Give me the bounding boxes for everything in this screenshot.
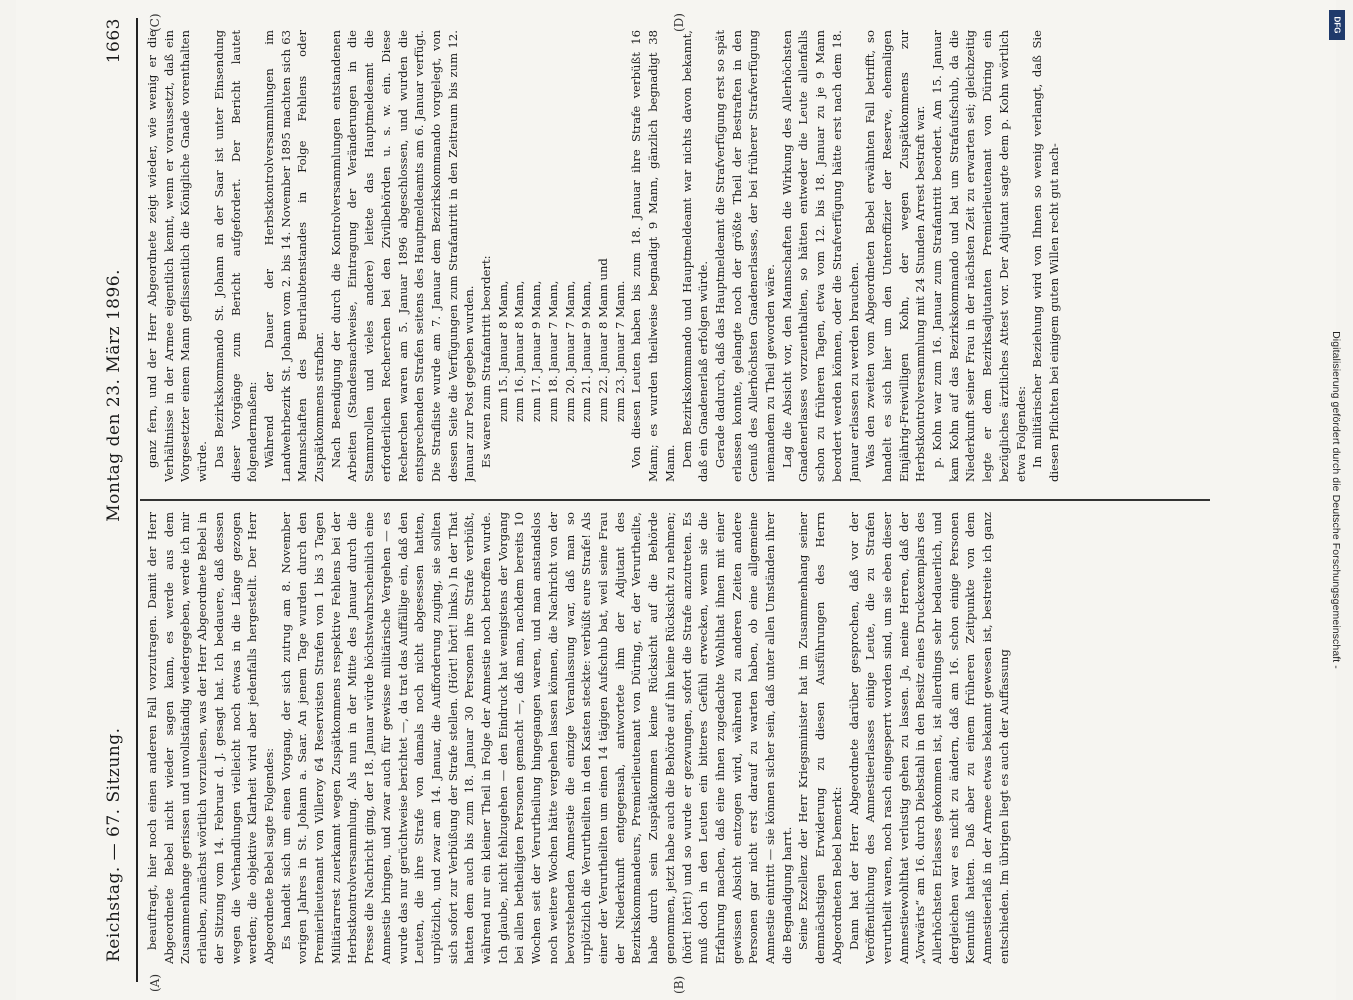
list-item: zum 23. Januar 7 Mann. bbox=[612, 280, 627, 422]
paragraph: Es waren zum Strafantritt beordert: bbox=[479, 255, 494, 468]
margin-marker-d: (D) bbox=[672, 13, 686, 32]
dfg-logo-icon bbox=[1329, 10, 1345, 40]
paragraph: Das Bezirkskommando St. Johann an der Saar ist unter Einsendung dieser Vorgänge zum Bericht aufgefordert. Der Bericht lautet folgendermaßen: bbox=[211, 30, 260, 482]
page-number: 1663 bbox=[104, 18, 124, 64]
digitization-credit: Digitalisierung gefördert durch die Deutsche Forschungsgemeinschaft - bbox=[1330, 331, 1342, 669]
paragraph: Es handelt sich um einen Vorgang, der sich zutrug am 8. November vorigen Jahres in St. Johann a. Saar. An jenem Tage wurden durch den Premierlieutenant von Villeroy 64 Reservisten Strafen von 1 bis 3 Tagen Militärarrest zuerkannt wegen Zuspätkommens respektive Fehlens bei der Herbstkontrolversammlung. Als nun in der Mitte des Januar durch die Presse die Nachricht ging, der 18. Januar würde höchstwahrscheinlich eine Amnestie bringen, und zwar auch für gewisse militärische Vergehen — es wurde das nur gerüchtweise berichtet —, da trat das Auffällige ein, daß den Leuten, die ihre Strafe von damals noch nicht abgesessen hatten, urplötzlich, und zwar am 14. Januar, die Aufforderung zuging, sie sollten sich sofort zur Verbüßung der Strafe stellen. (Hört! hört! links.) In der That hatten dem auch bis zum 18. Januar 30 Personen ihre Strafe verbüßt, während nur ein kleiner Theil in Folge der Amnestie noch betroffen wurde. Ich glaube, nicht fehlzugehen — den Eindruck hat wenigstens der Vorgang bei allen betheiligten Personen gemacht —, daß man, nachdem bereits 10 Wochen seit der Verurtheilung hingegangen waren, und man anstandslos noch weitere Wochen hätte vergehen lassen können, die Nachricht von der bevorstehenden Amnestie die einzige Veranlassung war, daß man so urplötzlich die Verurtheilten in den Kasten steckte: verbüßt eure Strafe! Als einer der Verurtheilten um einen 14 tägigen Aufschub bat, weil seine Frau der Niederkunft entgegensah, antwortete ihm der Adjutant des Bezirkskommandeurs, Premierlieutenant von Düring, er, der Verurtheilte, habe durch sein Zuspätkommen keine Rücksicht auf die Behörde genommen, jetzt habe auch die Behörde auf ihn keine Rücksicht zu nehmen; (hört! hört!) und so wurde er gezwungen, sofort die Strafe anzutreten. Es muß doch in den Leuten ein bitteres Gefühl erwecken, wenn sie die Erfahrung machen, daß eine ihnen zugedachte Wohlthat ihnen mit einer gewissen Absicht entzogen wird, während zu anderen Zeiten andere Personen gar nicht erst darauf zu warten haben, ob eine allgemeine Amnestie eintritt — sie können sicher sein, daß unter allen Umständen ihrer die Begnadigung harrt. bbox=[278, 512, 794, 964]
list-item: zum 20. Januar 7 Mann, bbox=[562, 280, 577, 422]
list-item: zum 17. Januar 9 Mann, bbox=[529, 280, 544, 422]
paragraph: Seine Exzellenz der Herr Kriegsminister hat im Zusammenhang seiner demnächstigen Erwiderung zu diesen Ausführungen des Herrn Abgeordneten Bebel bemerkt: bbox=[796, 512, 844, 964]
margin-marker-c: (C) bbox=[148, 13, 162, 32]
list-item: zum 16. Januar 8 Mann, bbox=[512, 280, 527, 422]
paragraph: Lag die Absicht vor, den Mannschaften die Wirkung des Allerhöchsten Gnadenerlasses vorzuenthalten, so hätten entweder die Leute allenfalls schon zu früheren Tagen, etwa vom 12. bis 18. Januar zu je 9 Mann beordert werden können, oder die Strafverfügung hätte erst nach dem 18. Januar erlassen zu werden brauchen. bbox=[779, 30, 861, 482]
paragraph: Während der Dauer der Herbstkontrolversammlungen im Landwehrbezirk St. Johann vom 2. bis 14. November 1895 machten sich 63 Mannschaften des Beurlaubtenstandes in Folge Fehlens oder Zuspätkommens strafbar. bbox=[261, 30, 327, 482]
paragraph: In militärischer Beziehung wird von Ihnen so wenig verlangt, daß Sie diesen Pflichten bei einigem guten Willen recht gut nach- bbox=[1030, 30, 1061, 482]
list-item: zum 18. Januar 7 Mann, bbox=[545, 280, 560, 422]
margin-marker-b: (B) bbox=[672, 975, 686, 994]
paragraph: p. Kohn war zum 16. Januar zum Strafantritt beordert. Am 15. Januar kam Kohn auf das Bezirkskommando und bat um Strafaufschub, da die Niederkunft seiner Frau in der nächsten Zeit zu erwarten sei; gleichzeitig legte er dem Bezirksadjutanten Premierlieutenant von Düring ein bezügliches ärztliches Attest vor. Der Adjutant sagte dem p. Kohn wörtlich etwa Folgendes: bbox=[930, 30, 1028, 482]
header-left: Reichstag. — 67. Sitzung. bbox=[104, 727, 124, 962]
paragraph: Von diesen Leuten haben bis zum 18. Januar ihre Strafe verbüßt 16 Mann; es wurden theilweise begnadigt 9 Mann, gänzlich begnadigt 38 Mann. bbox=[629, 30, 677, 482]
paragraph: ganz fern, und der Herr Abgeordnete zeigt wieder, wie wenig er die Verhältnisse in der Armee eigentlich kennt, wenn er voraussetzt, daß ein Vorgesetzter einem Mann geflissentlich die Königliche Gnade vorenthalten würde. bbox=[145, 30, 210, 482]
digitization-sidebar bbox=[1325, 0, 1347, 1000]
paragraph: Was den zweiten vom Abgeordneten Bebel erwähnten Fall betrifft, so handelt es sich hier um den Unteroffizier der Reserve, ehemaligen Einjährig-Freiwilligen Kohn, der wegen Zuspätkommens zur Herbstkontrolversammlung mit 24 Stunden Arrest bestraft war. bbox=[863, 30, 928, 482]
right-text-column bbox=[144, 30, 1204, 482]
list-item: zum 22. Januar 8 Mann und bbox=[595, 258, 610, 422]
left-text-column bbox=[144, 512, 1204, 964]
header-rule bbox=[136, 18, 138, 982]
column-divider bbox=[140, 499, 1210, 501]
document-page bbox=[16, 0, 1336, 1000]
paragraph: beauftragt, hier noch einen anderen Fall vorzutragen. Damit der Herr Abgeordnete Bebel nicht wieder sagen kann, es werde aus dem Zusammenhange gerissen und unvollständig wiedergegeben, werde ich mir erlauben, zunächst wörtlich vorzulesen, was der Herr Abgeordnete Bebel in der Sitzung vom 14. Februar d. J. gesagt hat. Ich bedauere, daß dessen wegen die Verhandlungen vielleicht noch etwas in die Länge gezogen werden; die objektive Klarheit wird aber jedenfalls hergestellt. Der Herr Abgeordnete Bebel sagte Folgendes: bbox=[145, 512, 276, 964]
paragraph: Dann hat der Herr Abgeordnete darüber gesprochen, daß vor der Veröffentlichung des Amnestieerlasses einige Leute, die zu Strafen verurtheilt waren, noch rasch eingesperrt worden sind, um sie eben dieser Amnestiewohlthat verlustig gehen zu lassen. Ja, meine Herren, daß der „Vorwärts“ am 16. durch Diebstahl in den Besitz eines Druckexemplars des Allerhöchsten Erlasses gekommen ist, ist allerdings sehr bedauerlich, und dergleichen war es nicht zu ändern, daß am 16. schon einige Personen Kenntniß hatten. Daß aber zu einem früheren Zeitpunkte von dem Amnestieerlaß in der Armee etwas bekannt gewesen ist, bestreite ich ganz entschieden. Im übrigen liegt es auch der Auffassung bbox=[846, 512, 1011, 964]
header-date: Montag den 23. März 1896. bbox=[104, 268, 124, 522]
paragraph: Nach Beendigung der durch die Kontrolversammlungen entstandenen Arbeiten (Standesnachweise, Eintragung der Veränderungen in die Stammrollen und vieles andere) leitete das Hauptmeldeamt die erforderlichen Recherchen bei den Zivilbehörden u. s. w. ein. Diese Recherchen waren am 5. Januar 1896 abgeschlossen, und wurden die entsprechenden Strafen seitens des Hauptmeldeamts am 6. Januar verfügt. Die Strafliste wurde am 7. Januar dem Bezirkskommando vorgelegt, von dessen Seite die Verfügungen zum Strafantritt in den Zeitraum bis zum 12. Januar zur Post gegeben wurden. bbox=[328, 30, 477, 482]
page-header bbox=[104, 18, 130, 962]
paragraph: Gerade dadurch, daß das Hauptmeldeamt die Strafverfügung erst so spät erlassen konnte, gelangte noch der größte Theil der Bestraften in den Genuß des Allerhöchsten Gnadenerlasses, der bei früherer Strafverfügung niemandem zu Theil geworden wäre. bbox=[712, 30, 778, 482]
list-item: zum 21. Januar 9 Mann, bbox=[579, 280, 594, 422]
margin-marker-a: (A) bbox=[148, 973, 162, 992]
list-item: zum 15. Januar 8 Mann, bbox=[495, 280, 510, 422]
paragraph: Dem Bezirkskommando und Hauptmeldeamt war nichts davon bekannt, daß ein Gnadenerlaß erfolgen würde. bbox=[679, 30, 711, 482]
dfg-logo-label: DFG bbox=[1332, 16, 1342, 34]
